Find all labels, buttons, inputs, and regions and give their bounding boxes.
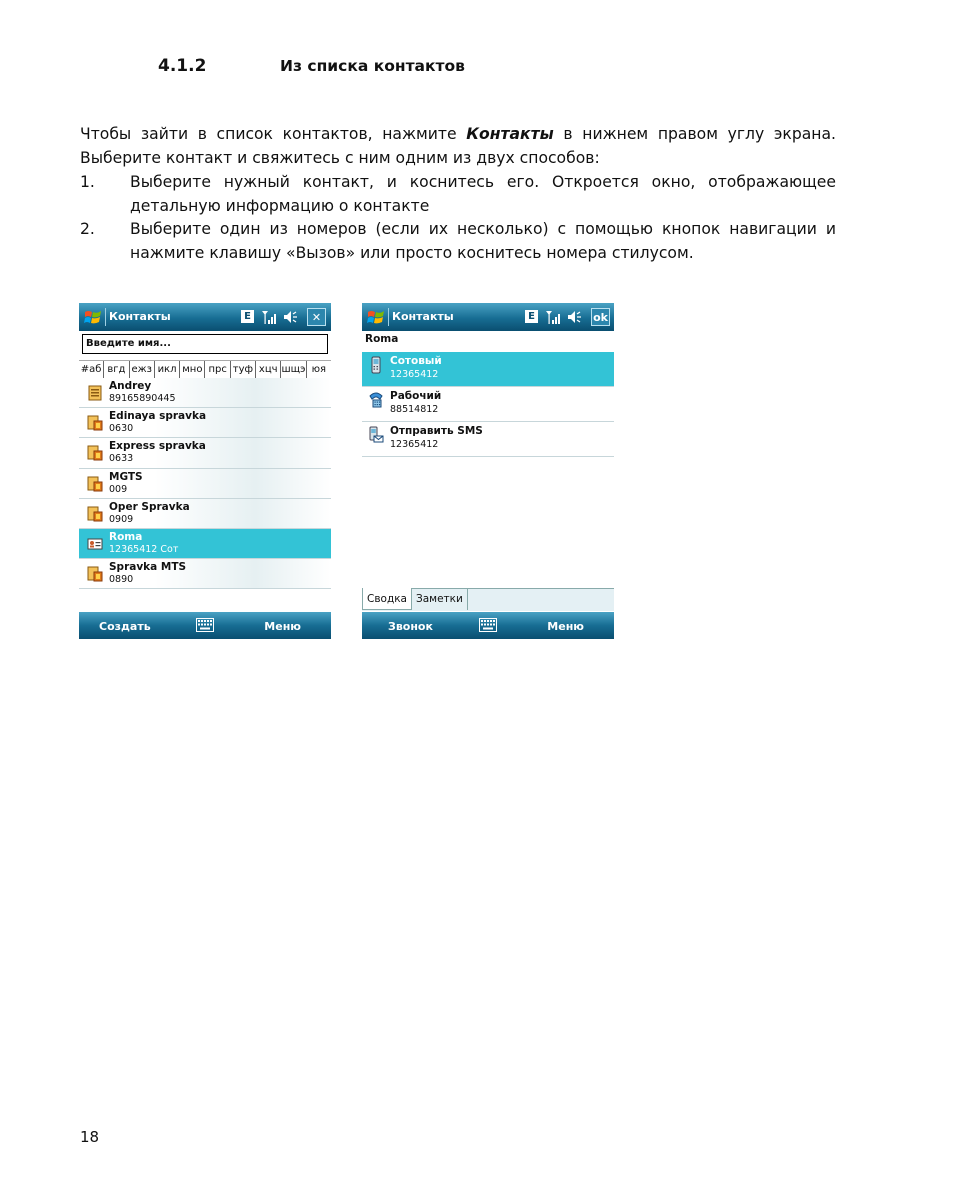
tab-notes[interactable]: Заметки [412,588,468,610]
detail-value: 12365412 [390,369,439,380]
contact-list [79,378,331,589]
step-text: Выберите нужный контакт, и коснитесь его. Откроется окно, отображающее детальную информацию о контакте [130,173,836,215]
alphabet-tab[interactable]: икл [155,361,180,379]
contact-sim-icon [87,506,103,522]
menu-softkey[interactable]: Меню [264,620,301,633]
contact-name: Express spravka [109,440,206,453]
section-heading [158,56,465,76]
network-edge-icon: E [241,310,254,323]
alphabet-tab[interactable]: туф [231,361,256,379]
alphabet-tab[interactable]: шщэ [281,361,306,379]
contact-row[interactable] [79,378,331,408]
contact-sim-icon [87,445,103,461]
contacts-list-screenshot [79,303,331,639]
menu-softkey[interactable]: Меню [547,620,584,633]
contact-row-selected[interactable] [79,529,331,559]
alphabet-tab[interactable]: ежз [130,361,155,379]
detail-value: 12365412 [390,439,439,450]
volume-icon[interactable] [566,309,582,325]
alphabet-tab[interactable]: мно [180,361,205,379]
contact-name: Roma [109,530,143,543]
detail-row-work[interactable] [362,387,614,422]
contact-card-icon [87,536,103,552]
alphabet-filter-bar [79,360,331,380]
contact-row[interactable] [79,499,331,529]
intro-emphasis: Контакты [466,125,554,143]
page-number: 18 [80,1128,100,1146]
intro-text-before: Чтобы зайти в список контактов, нажмите [80,125,467,143]
screen-title: Контакты [392,310,454,323]
alphabet-tab[interactable]: хцч [256,361,281,379]
step-item [80,218,836,265]
step-item [80,171,836,218]
alphabet-tab[interactable]: прс [205,361,230,379]
detail-label: Отправить SMS [390,425,483,437]
alphabet-tab[interactable]: #аб [79,361,104,379]
keyboard-icon[interactable] [196,618,214,632]
alphabet-tab[interactable]: вгд [104,361,129,379]
contact-row[interactable] [79,438,331,468]
contact-phone: 0633 [109,453,134,465]
keyboard-icon[interactable] [479,618,497,632]
title-separator [105,308,106,326]
section-number: 4.1.2 [158,56,207,76]
softkey-bar [79,612,331,639]
detail-value: 88514812 [390,404,439,415]
call-softkey[interactable]: Звонок [388,620,433,633]
contact-row[interactable] [79,408,331,438]
tab-summary[interactable]: Сводка [362,588,412,610]
mobile-phone-icon [368,356,384,374]
intro-text-after: в нижнем правом углу экрана. Выберите контакт и свяжитесь с ним одним из двух способов: [80,125,837,167]
contact-detail-screenshot [362,303,614,639]
detail-label: Рабочий [390,390,442,402]
alphabet-tab[interactable]: юя [311,364,327,375]
contact-name: Oper Spravka [109,500,190,513]
step-number: 2. [80,220,95,238]
sms-icon [368,426,384,444]
signal-strength-icon[interactable] [545,309,561,325]
contact-row[interactable] [79,559,331,589]
windows-start-icon[interactable] [366,307,386,327]
contact-row[interactable] [79,469,331,499]
title-separator [388,308,389,326]
contact-card-icon [87,385,103,401]
title-bar [79,303,331,331]
softkey-bar [362,612,614,639]
contact-phone: 12365412 Сот [109,543,179,555]
contact-name: Edinaya spravka [109,410,207,423]
close-button[interactable]: ✕ [307,308,326,326]
ok-button[interactable]: ok [591,308,610,326]
contact-name: Andrey [109,380,152,392]
contact-name-header: Roma [365,333,399,345]
contact-sim-icon [87,415,103,431]
step-text: Выберите один из номеров (если их несколько) с помощью кнопок навигации и нажмите клавишу «Вызов» или просто коснитесь номера стилусом. [130,220,836,262]
work-phone-icon [368,391,384,409]
signal-strength-icon[interactable] [261,309,277,325]
detail-row-sms[interactable] [362,422,614,457]
volume-icon[interactable] [282,309,298,325]
contact-phone: 0890 [109,574,134,586]
step-number: 1. [80,173,95,191]
detail-tabs [362,588,614,611]
section-title: Из списка контактов [280,57,465,75]
intro-paragraph [80,123,836,170]
windows-start-icon[interactable] [83,307,103,327]
title-bar [362,303,614,331]
contact-sim-icon [87,566,103,582]
search-input[interactable]: Введите имя... [82,334,328,354]
contact-name: Spravka MTS [109,561,187,574]
contact-name: MGTS [109,470,143,483]
contact-phone: 0909 [109,513,134,525]
detail-row-mobile[interactable] [362,352,614,387]
network-edge-icon: E [525,310,538,323]
contact-sim-icon [87,476,103,492]
contact-phone: 0630 [109,423,134,435]
create-softkey[interactable]: Создать [99,620,151,633]
contact-phone: 009 [109,483,128,495]
detail-label: Сотовый [390,355,442,367]
screen-title: Контакты [109,310,171,323]
contact-phone: 89165890445 [109,393,176,404]
